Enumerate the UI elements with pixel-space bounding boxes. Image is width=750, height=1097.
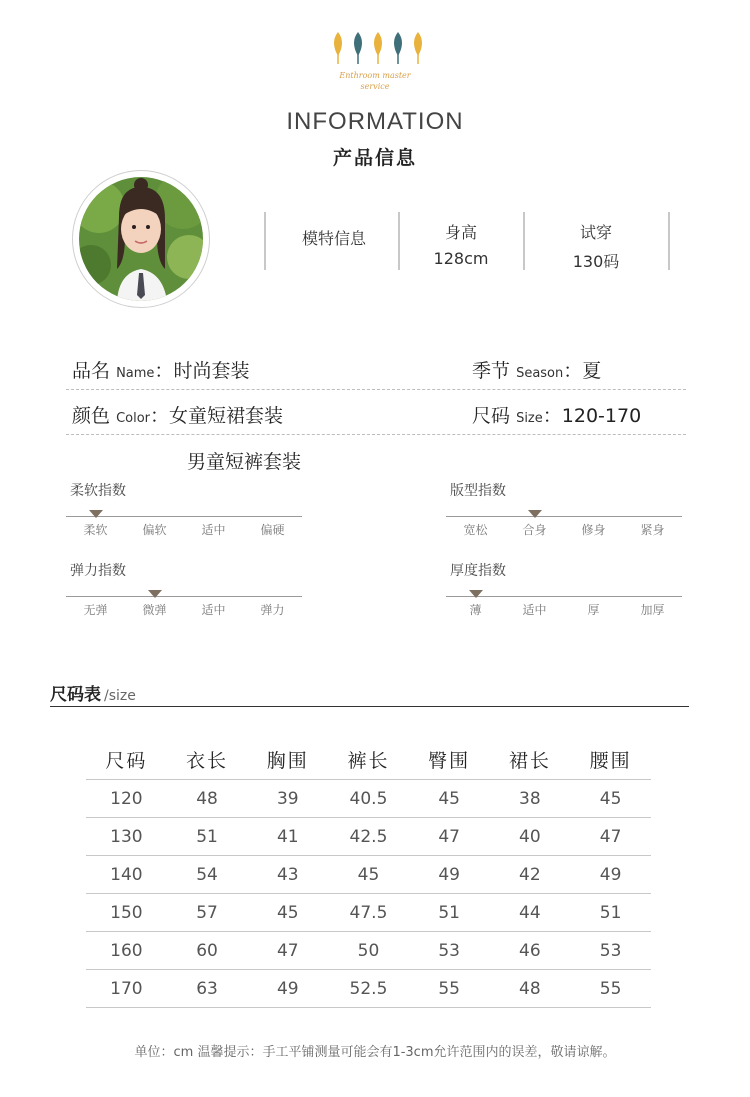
color-value-2: 男童短裤套装 <box>187 451 302 473</box>
table-cell: 47 <box>570 818 651 856</box>
table-row <box>86 970 651 1008</box>
table-cell: 170 <box>86 970 167 1008</box>
table-cell: 53 <box>409 932 490 970</box>
table-cell: 42.5 <box>328 818 409 856</box>
softness-index-option: 适中 <box>201 523 226 537</box>
size-range-value: 120-170 <box>561 405 642 427</box>
model-avatar <box>72 170 210 308</box>
table-cell: 51 <box>409 894 490 932</box>
footnote: 单位：cm 温馨提示：手工平铺测量可能会有1-3cm允许范围内的误差，敬请谅解。 <box>134 1045 616 1060</box>
season-row: 季节 Season：夏 <box>472 360 602 382</box>
table-cell: 140 <box>86 856 167 894</box>
elasticity-index-marker <box>148 590 162 598</box>
softness-index-option: 偏软 <box>142 523 167 537</box>
thickness-index-option: 厚 <box>587 603 600 617</box>
thickness-index-option: 加厚 <box>640 603 665 617</box>
size-table-column-header: 臀围 <box>409 740 490 780</box>
color-label: 颜色 <box>72 405 111 427</box>
size-table-column-header: 裤长 <box>328 740 409 780</box>
table-cell: 47 <box>247 932 328 970</box>
table-row <box>86 818 651 856</box>
info-subtitle: 产品信息 <box>332 147 417 169</box>
table-cell: 40.5 <box>328 780 409 818</box>
table-cell: 45 <box>328 856 409 894</box>
brand-script-line-1: Enthroom master <box>339 71 411 80</box>
table-cell: 55 <box>409 970 490 1008</box>
table-cell: 47 <box>409 818 490 856</box>
table-cell: 54 <box>167 856 248 894</box>
model-height <box>400 220 522 268</box>
table-row <box>86 856 651 894</box>
table-row <box>86 932 651 970</box>
fit-index-marker <box>528 510 542 518</box>
color-value: 女童短裙套装 <box>169 405 284 427</box>
table-cell: 60 <box>167 932 248 970</box>
brand-script-text <box>300 70 450 92</box>
table-cell: 55 <box>570 970 651 1008</box>
model-fit <box>525 220 667 272</box>
elasticity-index-title: 弹力指数 <box>70 563 126 579</box>
table-cell: 53 <box>570 932 651 970</box>
fit-index-option: 宽松 <box>463 523 488 537</box>
table-cell: 52.5 <box>328 970 409 1008</box>
leaf-logo-icon <box>330 30 426 66</box>
table-cell: 48 <box>167 780 248 818</box>
table-row <box>86 894 651 932</box>
table-cell: 44 <box>490 894 571 932</box>
model-height-label: 身高 <box>444 223 477 242</box>
softness-index-title: 柔软指数 <box>70 483 126 499</box>
product-name-value: 时尚套装 <box>173 360 250 382</box>
softness-index-option: 偏硬 <box>260 523 285 537</box>
model-fit-value: 130码 <box>572 252 620 271</box>
table-cell: 120 <box>86 780 167 818</box>
table-row <box>86 780 651 818</box>
model-height-value: 128cm <box>433 249 489 268</box>
product-name-label: 品名 <box>72 360 111 382</box>
size-table-rule <box>50 706 689 707</box>
size-table <box>86 740 651 1008</box>
table-cell: 49 <box>247 970 328 1008</box>
size-table-heading <box>50 680 136 705</box>
elasticity-index-option: 弹力 <box>260 603 285 617</box>
size-range-label: 尺码 <box>472 405 511 427</box>
fit-index <box>446 480 682 540</box>
fit-index-option: 紧身 <box>640 523 665 537</box>
elasticity-index-option: 适中 <box>201 603 226 617</box>
size-table-column-header: 腰围 <box>570 740 651 780</box>
softness-index-option: 柔软 <box>83 523 108 537</box>
table-cell: 63 <box>167 970 248 1008</box>
thickness-index-option: 适中 <box>522 603 547 617</box>
table-cell: 49 <box>409 856 490 894</box>
table-cell: 46 <box>490 932 571 970</box>
table-cell: 43 <box>247 856 328 894</box>
softness-index-marker <box>89 510 103 518</box>
dashed-divider <box>66 389 686 390</box>
info-title: INFORMATION <box>286 108 464 135</box>
table-cell: 150 <box>86 894 167 932</box>
model-fit-label: 试穿 <box>579 223 612 242</box>
table-cell: 41 <box>247 818 328 856</box>
table-cell: 57 <box>167 894 248 932</box>
softness-index <box>66 480 302 540</box>
table-cell: 50 <box>328 932 409 970</box>
fit-index-option: 合身 <box>522 523 547 537</box>
elasticity-index-option: 微弹 <box>142 603 167 617</box>
elasticity-index-option: 无弹 <box>83 603 108 617</box>
table-cell: 49 <box>570 856 651 894</box>
size-range-row: 尺码 Size：120-170 <box>472 405 642 427</box>
brand-script-line-2: service <box>360 82 390 91</box>
product-name-en: Name <box>116 366 155 381</box>
color-row: 颜色 Color：女童短裙套装 <box>72 405 284 427</box>
size-table-title: 尺码表 <box>50 685 101 705</box>
size-table-header-row <box>86 740 651 780</box>
size-table-column-header: 裙长 <box>490 740 571 780</box>
model-divider-4 <box>668 212 670 270</box>
table-cell: 42 <box>490 856 571 894</box>
elasticity-index-track <box>66 596 302 597</box>
size-table-subtitle: /size <box>104 688 136 704</box>
table-cell: 45 <box>247 894 328 932</box>
size-table-column-header: 尺码 <box>86 740 167 780</box>
season-en: Season <box>516 366 564 381</box>
model-photo <box>79 177 203 301</box>
season-value: 夏 <box>582 360 602 382</box>
product-name-row: 品名 Name：时尚套装 <box>72 360 250 382</box>
size-table-column-header: 衣长 <box>167 740 248 780</box>
model-info-label: 模特信息 <box>301 229 366 248</box>
elasticity-index <box>66 560 302 626</box>
table-cell: 51 <box>570 894 651 932</box>
table-cell: 45 <box>409 780 490 818</box>
fit-index-option: 修身 <box>581 523 606 537</box>
table-cell: 48 <box>490 970 571 1008</box>
dashed-divider <box>66 434 686 435</box>
table-cell: 51 <box>167 818 248 856</box>
thickness-index-marker <box>469 590 483 598</box>
thickness-index-title: 厚度指数 <box>450 563 506 579</box>
season-label: 季节 <box>472 360 511 382</box>
size-table-column-header: 胸围 <box>247 740 328 780</box>
fit-index-title: 版型指数 <box>450 483 506 499</box>
table-cell: 38 <box>490 780 571 818</box>
color-en: Color <box>116 411 151 426</box>
size-range-en: Size <box>516 411 543 426</box>
table-cell: 130 <box>86 818 167 856</box>
table-cell: 47.5 <box>328 894 409 932</box>
fit-index-track <box>446 516 682 517</box>
thickness-index-option: 薄 <box>469 603 482 617</box>
thickness-index <box>446 560 682 626</box>
model-divider-1 <box>264 212 266 270</box>
table-cell: 45 <box>570 780 651 818</box>
table-cell: 39 <box>247 780 328 818</box>
table-cell: 40 <box>490 818 571 856</box>
table-cell: 160 <box>86 932 167 970</box>
